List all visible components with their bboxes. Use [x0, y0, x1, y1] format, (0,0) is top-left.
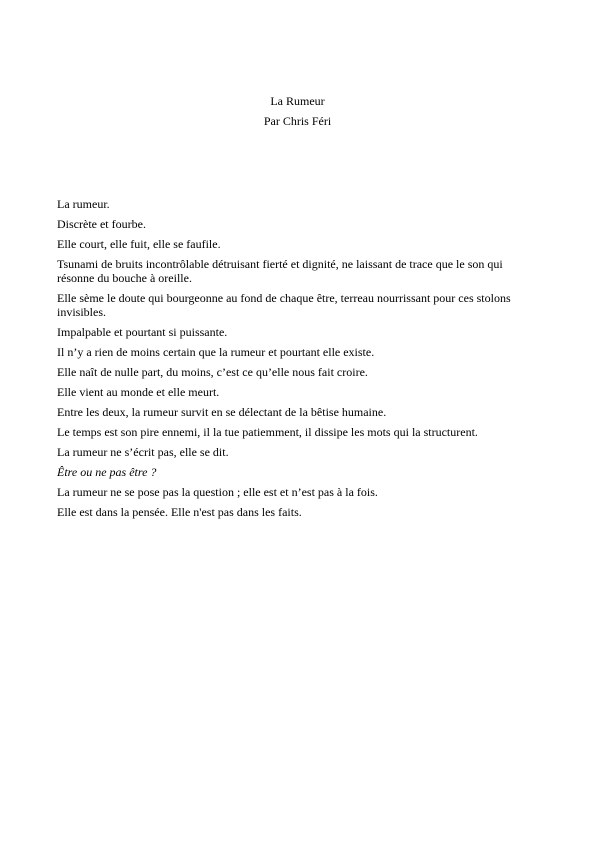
paragraph: Elle vient au monde et elle meurt. [57, 385, 220, 399]
document-header [0, 91, 595, 131]
paragraph: La rumeur ne se pose pas la question ; elle est et n’est pas à la fois. [57, 485, 378, 499]
paragraph: Elle sème le doute qui bourgeonne au fond de chaque être, terreau nourrissant pour ces stolons invisibles. [57, 291, 511, 319]
paragraph: La rumeur ne s’écrit pas, elle se dit. [57, 445, 229, 459]
paragraph: Impalpable et pourtant si puissante. [57, 325, 228, 339]
paragraph: Discrète et fourbe. [57, 217, 146, 231]
paragraph: Il n’y a rien de moins certain que la rumeur et pourtant elle existe. [57, 345, 375, 359]
paragraph: La rumeur. [57, 197, 110, 211]
author-line: Par Chris Féri [263, 114, 332, 128]
document-body [57, 197, 527, 525]
paragraph-italic-question: Être ou ne pas être ? [57, 465, 157, 479]
paragraph: Tsunami de bruits incontrôlable détruisant fierté et dignité, ne laissant de trace que le son qui résonne du bouche à oreille. [57, 257, 503, 285]
paragraph: Elle court, elle fuit, elle se faufile. [57, 237, 221, 251]
paragraph: Elle naît de nulle part, du moins, c’est ce qu’elle nous fait croire. [57, 365, 368, 379]
paragraph: Entre les deux, la rumeur survit en se délectant de la bêtise humaine. [57, 405, 387, 419]
document-title: La Rumeur [270, 94, 325, 108]
paragraph: Le temps est son pire ennemi, il la tue patiemment, il dissipe les mots qui la structurent. [57, 425, 478, 439]
paragraph: Elle est dans la pensée. Elle n'est pas dans les faits. [57, 505, 302, 519]
